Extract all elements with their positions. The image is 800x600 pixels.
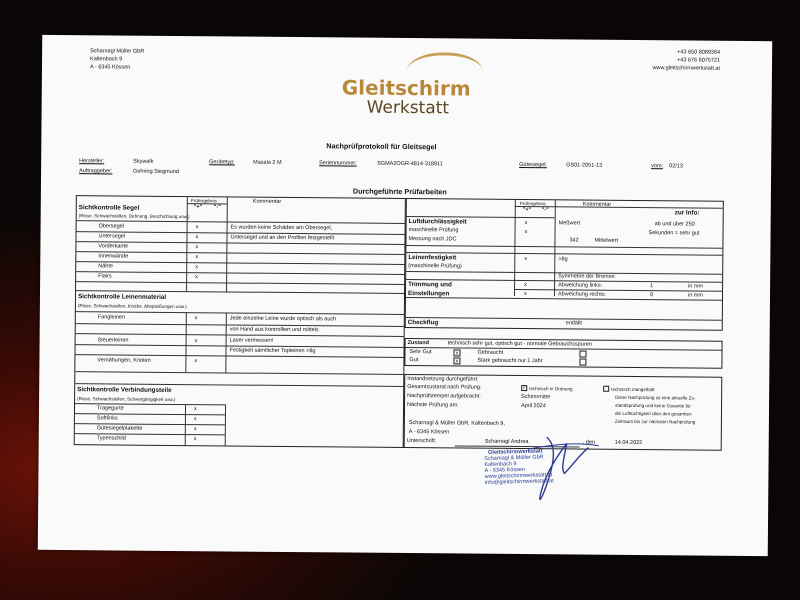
verbindung-note: (Risse, Schwachstellen, Schwergängigkeit usw.) xyxy=(77,396,176,403)
leinen-label-1: Fangleinen xyxy=(97,314,126,321)
note-line-3: die Lufttüchtigkeit über den gesamten xyxy=(614,410,692,417)
verbindung-title: Sichtkontrolle Verbindungsteile xyxy=(77,386,172,394)
stempel-label: Nachprüfstempel aufgebracht: xyxy=(407,393,481,400)
leinen-label-5: Vernähungen, Knoten xyxy=(97,357,151,364)
info-line2: Sekunden = sehr gut xyxy=(648,230,700,237)
symmetrie-label: Symmetrie der Bremse: xyxy=(558,273,616,280)
zustand-label: Zustand xyxy=(407,340,430,347)
leinen-festigkeit-title: Leinenfestigkeit xyxy=(408,254,457,262)
luft-mark1: x xyxy=(524,220,528,227)
checkbox-technisch-mangelhaft[interactable] xyxy=(603,386,609,392)
leinen-comment-1: Jede einzelne Leine wurde optisch als auch xyxy=(229,315,337,323)
leinen-note: (Risse, Schwachstellen, Knicke, Abspleißungen usw.) xyxy=(77,303,187,310)
guetesiegel-value: GS01-2051-13 xyxy=(566,162,603,169)
messwert-value: 342 xyxy=(569,237,579,244)
verbindung-label-1: Tragegurte xyxy=(96,405,124,412)
segel-comment-2: Untersegel und an den Profilen festgestellt xyxy=(230,234,335,242)
hersteller-value: Skywalk xyxy=(133,158,154,165)
luft-sub1: maschinelle Prüfung xyxy=(408,227,459,234)
leinen-title: Sichtkontrolle Leinenmaterial xyxy=(77,293,167,301)
unterschrift-label: Unterschrift: xyxy=(406,438,437,445)
abw-links-label: Abweichung links: xyxy=(558,282,603,289)
abw-rechts-unit: in mm xyxy=(687,292,704,299)
verbindung-label-2: Softlinks xyxy=(96,415,118,422)
leinen-festigkeit-mark: x xyxy=(524,256,528,263)
note-line-1: Diese Nachprüfung ist eine aktuelle Zu- xyxy=(615,394,696,401)
leinen-festigkeit-sub: (maschinelle Prüfung) xyxy=(408,263,462,270)
logo-line1: Gleitschirm xyxy=(341,75,471,101)
segel-label-4: Innenwände xyxy=(98,253,129,260)
company-street: Kaltenbach 9 xyxy=(90,56,123,63)
segel-mark-5: x xyxy=(195,264,199,271)
company-line: Scharnagl & Müller GbR, Kaltenbach 9, xyxy=(408,420,505,427)
auftraggeber-label: Auftraggeber: xyxy=(79,168,113,175)
geraetetyp-value: Masala 2 M xyxy=(253,159,282,166)
stamp-title: Gleitschirmwerkstatt xyxy=(488,448,543,456)
checkflug-title: Checkflug xyxy=(407,319,439,327)
segel-mark-3: x xyxy=(195,244,199,251)
option-gebraucht: Gebraucht xyxy=(477,349,504,356)
checkflug-value: entfällt xyxy=(565,320,583,327)
leinen-comment-3: Laser vermessen! xyxy=(229,337,274,344)
abw-links-unit: in mm xyxy=(688,283,704,290)
segel-label-3: Vorderkante xyxy=(98,243,129,250)
left-table xyxy=(74,195,406,448)
document-title: Nachprüfprotokoll für Gleitsegel xyxy=(326,141,437,152)
gesamt-ok-label: technisch in Ordnung xyxy=(529,386,573,392)
luft-mark2: x xyxy=(524,229,528,236)
phone-2: +43 676 6075721 xyxy=(677,57,721,64)
leinen-mark-3: x xyxy=(194,338,198,345)
zustand-text: technisch sehr gut, optisch gut - normale Gebrauchsspuren xyxy=(447,340,592,348)
trimm-mark2: x xyxy=(523,291,527,298)
vom-value: 02/13 xyxy=(669,163,683,170)
naechste-value: April 2024 xyxy=(521,403,546,410)
vom-label: vom: xyxy=(651,163,664,170)
segel-note: (Risse, Schwachstellen, Dehnung, Beschichtung usw.) xyxy=(78,213,190,220)
segel-mark-2: x xyxy=(195,234,199,241)
leinen-comment-2: von Hand aus kontrolliert und mittels xyxy=(229,326,319,334)
leinen-festigkeit-value: >8g xyxy=(558,256,568,263)
checkbox-technisch-ok[interactable]: ✓ xyxy=(522,385,527,392)
leinen-mark-5: x xyxy=(194,358,198,365)
phone-1: +43 650 8089364 xyxy=(677,49,721,56)
zur-info: zur Info: xyxy=(674,209,700,217)
verbindung-label-4: Typenschild xyxy=(96,435,126,442)
verbindung-mark-4: x xyxy=(193,436,197,443)
logo-line2: Werkstatt xyxy=(366,97,450,119)
leinen-comment-4: Festigkeit sämtlicher Topleinen >8g xyxy=(229,347,316,355)
right-table xyxy=(405,198,724,331)
segel-title: Sichtkontrolle Segel xyxy=(78,204,140,212)
trimm-title1: Trimmung und xyxy=(408,281,452,289)
segel-label-2: Untersegel xyxy=(98,233,126,240)
handwritten-signature xyxy=(468,429,619,510)
option-sehr-gut: Sehr Gut xyxy=(409,349,432,356)
verbindung-mark-2: x xyxy=(193,416,197,423)
option-gut: Gut xyxy=(409,357,419,364)
auftraggeber-value: Gehring Siegmund xyxy=(133,168,179,176)
signature-date: 14.04.2022 xyxy=(614,439,643,447)
r-col-pruefergebnis: Prüfergebnis xyxy=(519,200,546,207)
naechste-label: Nächste Prüfung am: xyxy=(407,402,459,409)
segel-mark-6: x xyxy=(195,274,198,281)
stempel-value: Schirmmitte xyxy=(521,394,551,401)
abw-rechts-label: Abweichung rechts: xyxy=(557,291,607,298)
leinen-label-3: Steuerleinen xyxy=(97,337,129,344)
serien-label: Seriennummer: xyxy=(319,160,357,167)
company-city: A - 6345 Kössen xyxy=(89,64,131,71)
r-col-plus: "+" xyxy=(522,207,532,214)
stamp-line-5: info@gleitschirmwerkstatt.at xyxy=(484,478,554,486)
col-plus: "+" xyxy=(193,204,203,211)
col-pruefergebnis: Prüfergebnis xyxy=(190,198,217,204)
checkbox-gut[interactable]: x xyxy=(453,357,460,364)
segel-comment-1: Es wurden keine Schäden am Obersegel, xyxy=(230,224,333,232)
stamp-line-1: Scharnagl & Müller GbR xyxy=(484,454,544,462)
geraetetyp-label: Gerätetyp: xyxy=(209,159,235,166)
abw-links-value: 1 xyxy=(650,283,654,290)
col-kommentar: Kommentar xyxy=(252,198,282,205)
luft-sub2: Messung nach JDC xyxy=(408,236,457,243)
note-line-4: Zeitraum bis zur nächsten Nachprüfung xyxy=(614,418,696,425)
stamp-line-4: www.gleitschirmwerkstatt.at xyxy=(484,472,553,480)
luft-title: Luftdurchlässigkeit xyxy=(408,218,467,226)
option-stark-gebraucht: Stark gebraucht nur 1 Jahr xyxy=(477,357,543,365)
col-minus: "-" xyxy=(213,204,221,211)
mittelwert-label: Mittelwert xyxy=(594,237,619,244)
city-line: A - 6345 Kössen xyxy=(408,429,450,436)
abw-rechts-value: 0 xyxy=(649,292,654,299)
checkbox-gebraucht[interactable] xyxy=(579,351,586,358)
website: www.gleitschirmwerkstatt.at xyxy=(652,65,721,72)
section-title: Durchgeführte Prüfarbeiten xyxy=(352,186,447,197)
serien-value: SGMA2OGR-4814-318911 xyxy=(377,160,443,168)
checkbox-sehr-gut[interactable]: x xyxy=(453,349,460,356)
hersteller-label: Hersteller: xyxy=(79,158,105,165)
segel-label-1: Obersegel xyxy=(98,223,125,230)
r-col-minus: "-" xyxy=(541,207,549,214)
leinen-mark-1: x xyxy=(194,315,198,322)
gesamt-label: Gesamtzustand nach Prüfung: xyxy=(407,384,482,391)
verbindung-mark-3: x xyxy=(193,426,197,433)
info-line1: ab und über 250 xyxy=(654,221,695,228)
stamp-line-2: Kaltenbach 9 xyxy=(484,461,517,468)
den-label: , den xyxy=(582,439,595,446)
gesamt-mangel-label: technisch mangelhaft xyxy=(611,386,655,393)
unterschrift-name: Scharnagl Andrea xyxy=(484,438,529,446)
messwert-label: Meßwert xyxy=(558,220,581,227)
verbindung-mark-1: x xyxy=(193,406,197,413)
guetesiegel-label: Gütesiegel: xyxy=(519,161,547,169)
trimm-mark1: x xyxy=(524,282,527,289)
instand-title: Instandsetzung durchgeführt: xyxy=(407,376,479,383)
zustand-box xyxy=(404,338,722,369)
note-line-2: standsprüfung und keine Garantie für xyxy=(615,402,691,409)
stamp-line-3: A - 6345 Kössen xyxy=(484,466,526,474)
segel-mark-4: x xyxy=(195,254,199,261)
verbindung-label-3: Gütesiegelplakette xyxy=(96,425,143,432)
segel-label-6: Flairs xyxy=(98,273,112,280)
trimm-title2: Einstellungen xyxy=(407,290,450,298)
segel-mark-1: x xyxy=(195,224,199,231)
company-name: Scharnagl Müller GbR xyxy=(90,48,145,55)
segel-label-5: Nähte xyxy=(98,263,113,270)
inspection-protocol-sheet xyxy=(38,35,772,556)
r-col-kommentar: Kommentar xyxy=(582,201,612,208)
checkbox-stark-gebraucht[interactable] xyxy=(579,359,586,366)
